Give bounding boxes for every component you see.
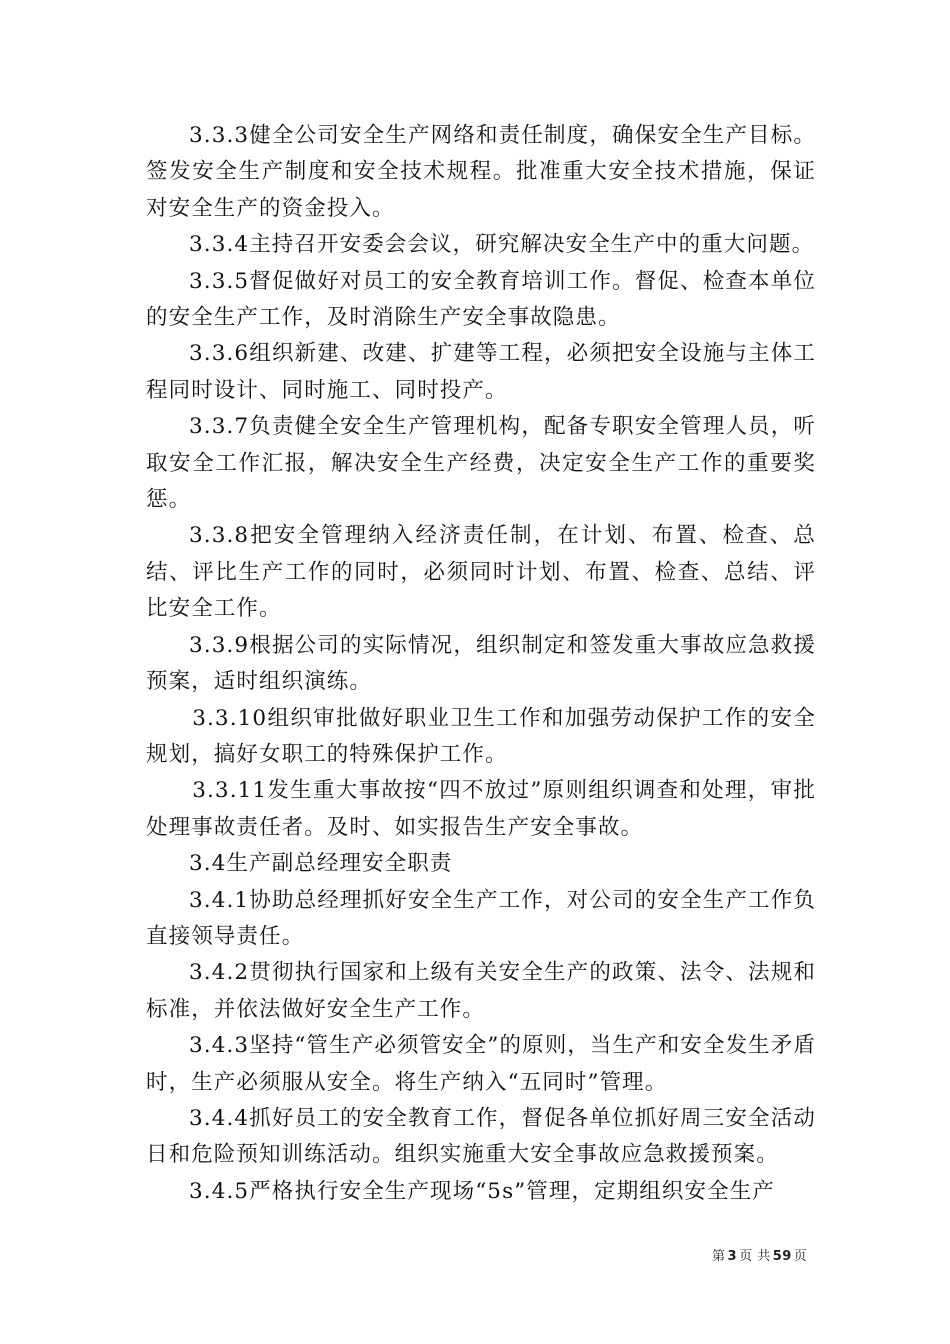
paragraph-3-4-2: 3.4.2贯彻执行国家和上级有关安全生产的政策、法令、法规和标准，并依法做好安全生产工作。 (146, 960, 816, 1022)
paragraph-3-4-5: 3.4.5严格执行安全生产现场“5s”管理，定期组织安全生产 (189, 1178, 775, 1204)
page-number-indicator (712, 1245, 807, 1264)
paragraph-3-3-5: 3.3.5督促做好对员工的安全教育培训工作。督促、检查本单位的安全生产工作，及时消除生产安全事故隐患。 (146, 268, 816, 331)
document-body (146, 118, 816, 1210)
paragraph-3-3-8: 3.3.8把安全管理纳入经济责任制，在计划、布置、检查、总结、评比生产工作的同时，必须同时计划、布置、检查、总结、评比安全工作。 (146, 523, 816, 622)
paragraph-3-3-6: 3.3.6组织新建、改建、扩建等工程，必须把安全设施与主体工程同时设计、同时施工、同时投产。 (146, 341, 816, 403)
footer-middle: 页 共 (739, 1249, 771, 1264)
paragraph-3-3-9: 3.3.9根据公司的实际情况，组织制定和签发重大事故应急救援预案，适时组织演练。 (146, 632, 816, 695)
paragraph-3-4-4: 3.4.4抓好员工的安全教育工作，督促各单位抓好周三安全活动日和危险预知训练活动。组织实施重大安全事故应急救援预案。 (146, 1105, 816, 1168)
section-heading-3-4: 3.4生产副总经理安全职责 (189, 851, 453, 877)
paragraph-3-4-1: 3.4.1协助总经理抓好安全生产工作，对公司的安全生产工作负直接领导责任。 (146, 887, 816, 949)
paragraph-3-3-10: 3.3.10组织审批做好职业卫生工作和加强劳动保护工作的安全规划，搞好女职工的特殊保护工作。 (146, 705, 816, 767)
paragraph-3-3-3: 3.3.3健全公司安全生产网络和责任制度，确保安全生产目标。签发安全生产制度和安全技术规程。批准重大安全技术措施，保证对安全生产的资金投入。 (146, 123, 816, 221)
footer-suffix: 页 (793, 1249, 808, 1264)
paragraph-3-3-7: 3.3.7负责健全安全生产管理机构，配备专职安全管理人员，听取安全工作汇报，解决安全生产经费，决定安全生产工作的重要奖惩。 (146, 414, 816, 513)
footer-prefix: 第 (712, 1249, 726, 1264)
paragraph-3-4-3: 3.4.3坚持“管生产必须管安全”的原则，当生产和安全发生矛盾时，生产必须服从安全。将生产纳入“五同时”管理。 (146, 1033, 816, 1095)
paragraph-3-3-11: 3.3.11发生重大事故按“四不放过”原则组织调查和处理，审批处理事故责任者。及时、如实报告生产安全事故。 (146, 778, 816, 840)
current-page-number: 3 (727, 1249, 738, 1264)
paragraph-3-3-4: 3.3.4主持召开安委会会议，研究解决安全生产中的重大问题。 (189, 232, 815, 258)
total-pages-number: 59 (772, 1249, 792, 1264)
